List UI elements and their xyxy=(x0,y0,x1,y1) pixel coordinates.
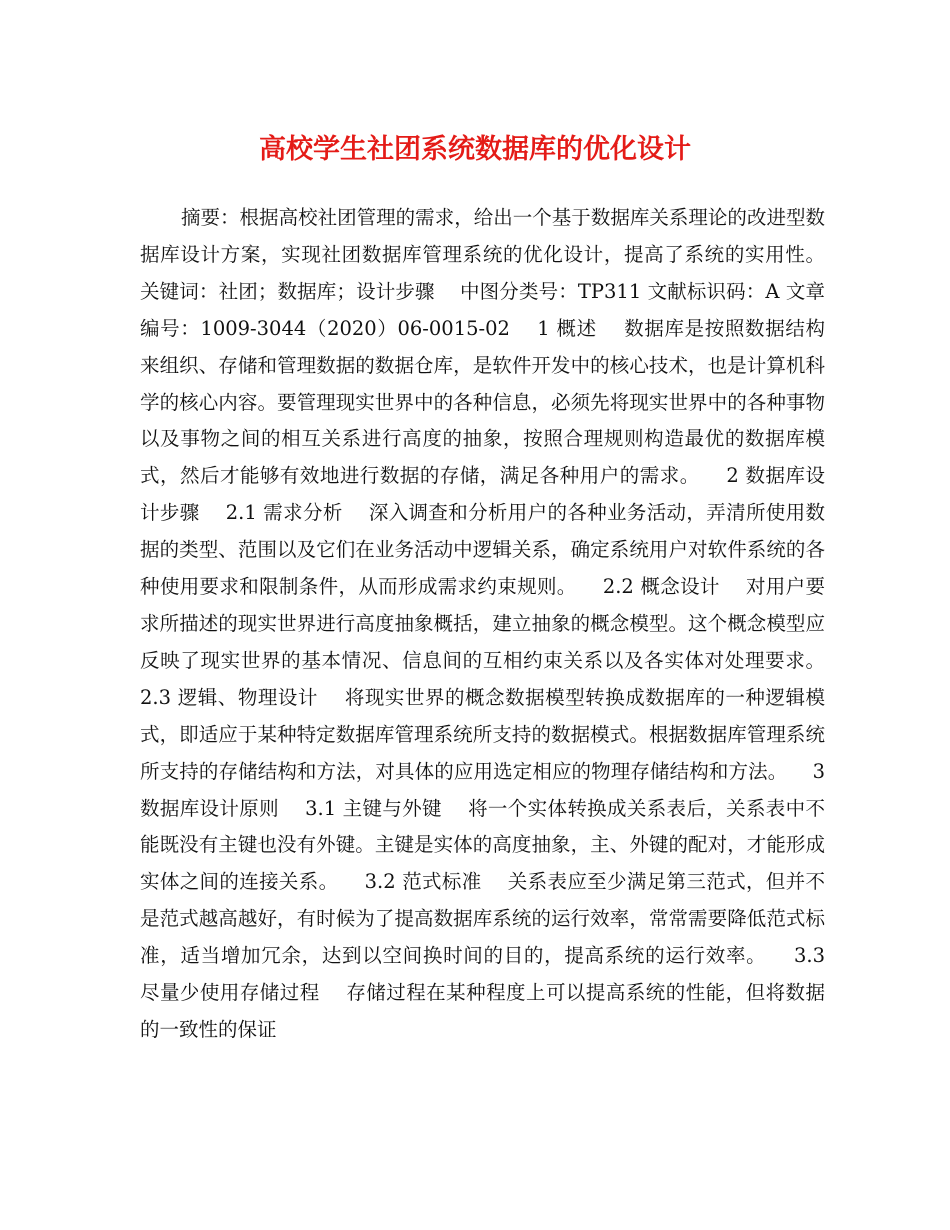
document-body-text: 摘要：根据高校社团管理的需求，给出一个基于数据库关系理论的改进型数据库设计方案，实现社团数据库管理系统的优化设计，提高了系统的实用性。 关键词：社团；数据库；设计步骤 中图分类号：TP311 文献标识码：A 文章编号：1009-3044（2020）06-0015-02 1 概述 数据库是按照数据结构来组织、存储和管理数据的数据仓库，是软件开发中的核心技术，也是计算机科学的核心内容。要管理现实世界中的各种信息，必须先将现实世界中的各种事物以及事物之间的相互关系进行高度的抽象，按照合理规则构造最优的数据库模式，然后才能够有效地进行数据的存储，满足各种用户的需求。 2 数据库设计步骤 2.1 需求分析 深入调查和分析用户的各种业务活动，弄清所使用数据的类型、范围以及它们在业务活动中逻辑关系，确定系统用户对软件系统的各种使用要求和限制条件，从而形成需求约束规则。 2.2 概念设计 对用户要求所描述的现实世界进行高度抽象概括，建立抽象的概念模型。这个概念模型应反映了现实世界的基本情况、信息间的互相约束关系以及各实体对处理要求。 2.3 逻辑、物理设计 将现实世界的概念数据模型转换成数据库的一种逻辑模式，即适应于某种特定数据库管理系统所支持的数据模式。根据数据库管理系统所支持的存储结构和方法，对具体的应用选定相应的物理存储结构和方法。 3 数据库设计原则 3.1 主键与外键 将一个实体转换成关系表后，关系表中不能既没有主键也没有外键。主键是实体的高度抽象，主、外键的配对，才能形成实体之间的连接关系。 3.2 范式标准 关系表应至少满足第三范式，但并不是范式越高越好，有时候为了提高数据库系统的运行效率，常常需要降低范式标准，适当增加冗余，达到以空间换时间的目的，提高系统的运行效率。 3.3 尽量少使用存储过程 存储过程在某种程度上可以提高系统的性能，但将数据的一致性的保证 xyxy=(140,206,850,1041)
document-title: 高校学生社团系统数据库的优化设计 xyxy=(259,134,691,165)
